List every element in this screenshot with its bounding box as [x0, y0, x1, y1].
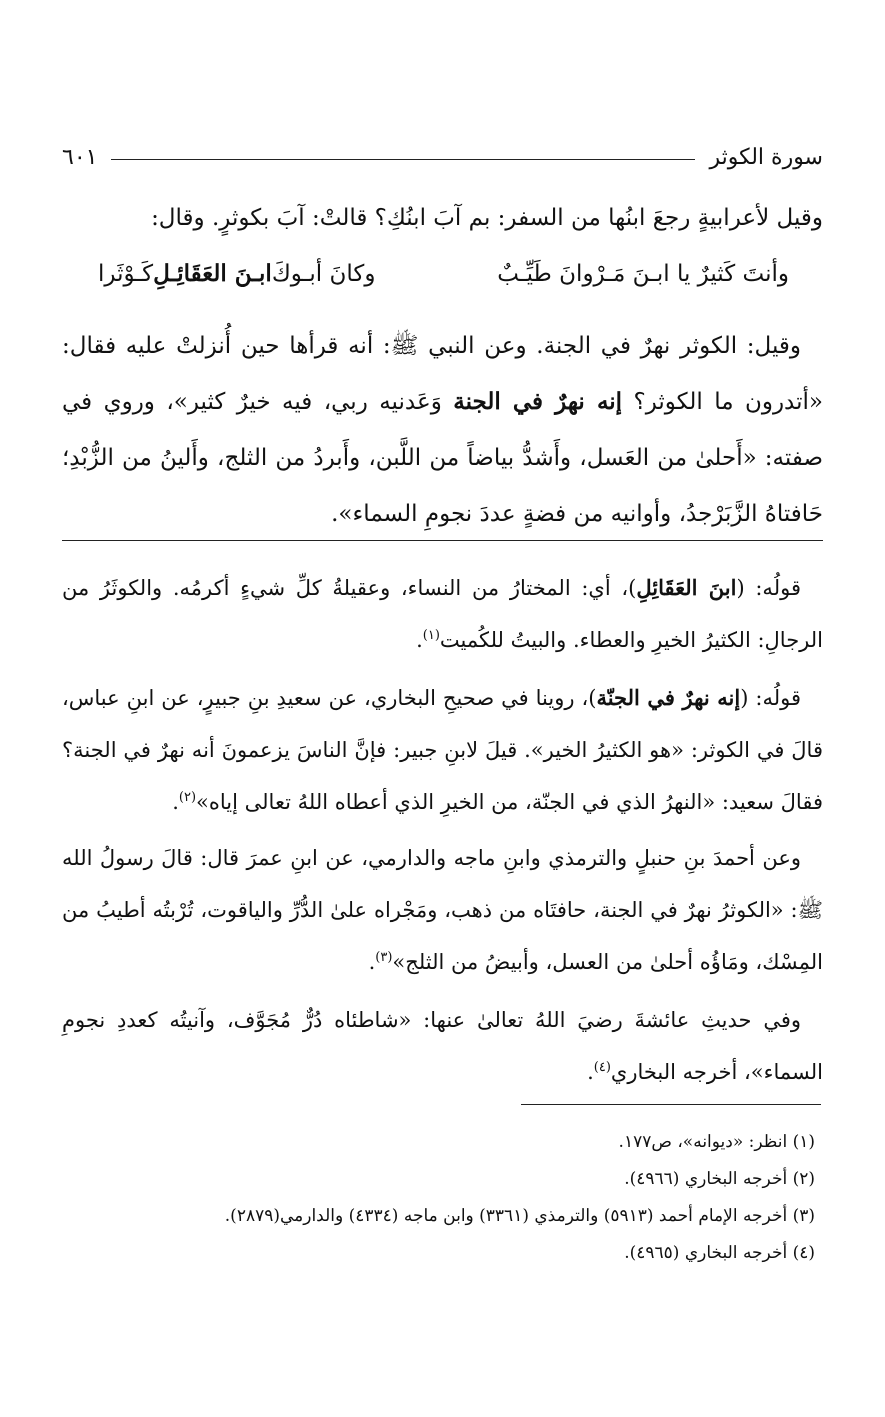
- poetry-verse: [62, 246, 823, 302]
- sharh-paragraph-3: وعن أحمدَ بنِ حنبلٍ والترمذي وابنِ ماجه والدارمي، عن ابنِ عمرَ قال: قالَ رسولُ الله ﷺ: «الكوثرُ نهرٌ في الجنة، حافتَاه من ذهب، ومَجْراه علىٰ الدُّرِّ والياقوت، تُرْبتُه أطيبُ من المِسْك، ومَاؤُه أحلىٰ من العسل، وأبيضُ من الثلج»$^{(٣)}$.: [62, 846, 823, 974]
- footnote-2: (٢) أخرجه البخاري (٤٩٦٦).: [624, 1169, 815, 1189]
- footnote-3: (٣) أخرجه الإمام أحمد (٥٩١٣) والترمذي (٣٣٦١) وابن ماجه (٤٣٣٤) والدارمي(٢٨٧٩).: [224, 1206, 815, 1226]
- verse-first-hemistich: وأنتَ كَثيرٌ يا ابـنَ مَـرْوانَ طَيِّـبٌ: [497, 261, 789, 287]
- matn-sharh-divider: [62, 540, 823, 541]
- footnote-1: (١) انظر: «ديوانه»، ص١٧٧.: [618, 1132, 815, 1152]
- header-rule: [111, 159, 695, 160]
- matn-block: [62, 190, 823, 302]
- verse-second-hemistich: وكانَ أبـوكَابـنَ العَقَائِـلِكَـوْثَرا: [98, 260, 376, 287]
- sharh-bold-1: ابنَ العَقَائِلِ: [636, 575, 737, 600]
- surah-title: سورة الكوثر: [709, 145, 823, 170]
- footnotes: [62, 1124, 815, 1272]
- matn-line-1: وقيل لأعرابيةٍ رجعَ ابنُها من السفر: بم آبَ ابنُكِ؟ قالتْ: آبَ بكوثرٍ. وقال:: [151, 205, 823, 231]
- sharh-paragraph-2: قولُه: (إنه نهرٌ في الجنّة)، روينا في صحيحِ البخاري، عن سعيدِ بنِ جبيرٍ، عن ابنِ عباس، قالَ في الكوثر: «هو الكثيرُ الخير». قيلَ لابنِ جبير: فإنَّ الناسَ يزعمونَ أنه نهرٌ في الجنة؟ فقالَ سعيد: «النهرُ الذي في الجنّة، من الخيرِ الذي أعطاه اللهُ تعالى إياه»$^{(٢)}$.: [62, 685, 823, 814]
- footnote-ref-2: (٢): [178, 790, 197, 805]
- running-header: [62, 130, 823, 170]
- verse-bold-phrase: ابـنَ العَقَائِـلِ: [153, 260, 272, 287]
- footnote-4: (٤) أخرجه البخاري (٤٩٦٥).: [624, 1243, 815, 1263]
- sharh-paragraph-4: وفي حديثِ عائشةَ رضيَ اللهُ تعالىٰ عنها: «شاطئاه دُرٌّ مُجَوَّف، وآنيتُه كعددِ نجومِ السماء»، أخرجه البخاري$^{(٤)}$.: [62, 1008, 823, 1084]
- footnote-ref-1: (١): [422, 628, 440, 643]
- matn-paragraph-2: وقيل: الكوثر نهرٌ في الجنة. وعن النبي ﷺ: أنه قرأها حين أُنزلتْ عليه فقال: «أتدرون ما الكوثر؟ إنه نهرٌ في الجنة وَعَدنيه ربي، فيه خيرٌ كثير»، وروي في صفته: «أَحلىٰ من العَسل، وأَشدُّ بياضاً من اللَّبن، وأَبردُ من الثلج، وأَلينُ من الزُّبْدِ؛ حَافتاهُ الزَّبَرْجدُ، وأوانيه من فضةٍ عددَ نجومِ السماء».: [62, 333, 823, 527]
- footnote-separator: [521, 1104, 821, 1105]
- footnote-ref-3: (٣): [375, 950, 393, 965]
- page-number: ٦٠١: [62, 145, 98, 170]
- sharh-bold-2: إنه نهرٌ في الجنّة: [596, 685, 741, 710]
- matn-bold-phrase: إنه نهرٌ في الجنة: [453, 388, 623, 415]
- sharh-paragraph-1: قولُه: (ابنَ العَقَائِلِ)، أي: المختارُ من النساء، وعقيلةُ كلِّ شيءٍ أكرمُه. والكوثَرُ من الرجالِ: الكثيرُ الخيرِ والعطاء. والبيتُ للكُميت$^{(١)}$.: [62, 575, 823, 652]
- footnote-ref-4: (٤): [593, 1060, 611, 1075]
